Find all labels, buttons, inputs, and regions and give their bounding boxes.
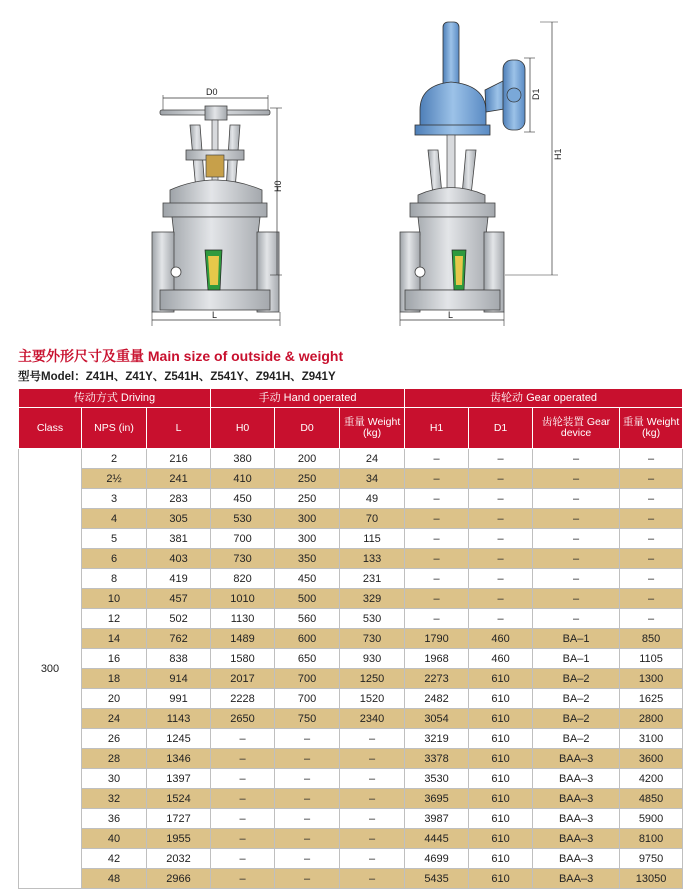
table-cell: –	[405, 469, 469, 489]
table-cell: BAA–3	[533, 809, 620, 829]
table-cell: BA–1	[533, 629, 620, 649]
table-cell: –	[469, 549, 533, 569]
table-cell: 610	[469, 749, 533, 769]
table-cell: –	[469, 609, 533, 629]
table-cell: –	[533, 469, 620, 489]
table-cell: 502	[147, 609, 211, 629]
table-row	[19, 449, 683, 469]
table-cell: 450	[211, 489, 275, 509]
table-cell: 914	[147, 669, 211, 689]
valve-drawings	[0, 0, 700, 340]
table-cell: 560	[275, 609, 340, 629]
table-cell: 610	[469, 689, 533, 709]
h1-header: H1	[405, 408, 469, 449]
table-cell: –	[469, 589, 533, 609]
table-cell: –	[275, 769, 340, 789]
table-cell: BA–2	[533, 689, 620, 709]
table-cell: 5	[82, 529, 147, 549]
table-cell: –	[340, 789, 405, 809]
table-cell: 820	[211, 569, 275, 589]
table-cell: 610	[469, 849, 533, 869]
gear-device-header: 齿轮装置 Gear device	[533, 408, 620, 449]
section-title: 主要外形尺寸及重量 Main size of outside & weight	[18, 348, 344, 364]
table-cell: 70	[340, 509, 405, 529]
table-cell: –	[340, 829, 405, 849]
table-cell: –	[211, 849, 275, 869]
table-cell: 991	[147, 689, 211, 709]
table-cell: 380	[211, 449, 275, 469]
driving-header: 传动方式 Driving	[19, 389, 211, 408]
table-cell: 20	[82, 689, 147, 709]
table-cell: 930	[340, 649, 405, 669]
table-cell: 500	[275, 589, 340, 609]
table-cell: 610	[469, 829, 533, 849]
table-cell: –	[211, 729, 275, 749]
size-weight-table	[18, 388, 683, 889]
table-cell: 610	[469, 709, 533, 729]
table-cell: 2	[82, 449, 147, 469]
table-row	[19, 489, 683, 509]
table-cell: –	[275, 809, 340, 829]
table-cell: –	[275, 749, 340, 769]
table-row	[19, 729, 683, 749]
table-cell: 2017	[211, 669, 275, 689]
table-cell: –	[211, 829, 275, 849]
table-cell: –	[405, 609, 469, 629]
table-cell: BAA–3	[533, 769, 620, 789]
table-cell: 1580	[211, 649, 275, 669]
table-cell: 6	[82, 549, 147, 569]
table-cell: 28	[82, 749, 147, 769]
table-row	[19, 769, 683, 789]
table-cell: –	[620, 589, 683, 609]
table-cell: –	[469, 449, 533, 469]
table-cell: BA–2	[533, 729, 620, 749]
table-cell: 133	[340, 549, 405, 569]
table-cell: 2273	[405, 669, 469, 689]
table-cell: BA–2	[533, 669, 620, 689]
table-cell: 300	[275, 509, 340, 529]
table-cell: 300	[275, 529, 340, 549]
table-cell: 1105	[620, 649, 683, 669]
table-cell: 4445	[405, 829, 469, 849]
table-cell: –	[469, 489, 533, 509]
table-row	[19, 809, 683, 829]
table-cell: 1346	[147, 749, 211, 769]
table-cell: 115	[340, 529, 405, 549]
table-cell: 4200	[620, 769, 683, 789]
table-cell: 1489	[211, 629, 275, 649]
table-cell: –	[469, 469, 533, 489]
table-cell: –	[620, 529, 683, 549]
table-cell: 30	[82, 769, 147, 789]
model-line: 型号Model：Z41H、Z41Y、Z541H、Z541Y、Z941H、Z941Y	[18, 371, 336, 383]
table-row	[19, 829, 683, 849]
table-row	[19, 749, 683, 769]
table-cell: 24	[340, 449, 405, 469]
weight-gear-header: 重量 Weight (kg)	[620, 408, 683, 449]
table-cell: 450	[275, 569, 340, 589]
table-cell: –	[533, 589, 620, 609]
table-cell: 3	[82, 489, 147, 509]
table-cell: 1397	[147, 769, 211, 789]
table-row	[19, 629, 683, 649]
table-cell: 1250	[340, 669, 405, 689]
hand-operated-valve-drawing	[152, 87, 283, 326]
class-cell: 300	[19, 449, 82, 889]
table-cell: 381	[147, 529, 211, 549]
table-cell: 730	[340, 629, 405, 649]
table-cell: 9750	[620, 849, 683, 869]
table-cell: 329	[340, 589, 405, 609]
table-cell: BA–1	[533, 649, 620, 669]
d0-header: D0	[275, 408, 340, 449]
table-cell: –	[620, 569, 683, 589]
table-cell: 2800	[620, 709, 683, 729]
table-row	[19, 509, 683, 529]
table-cell: 3695	[405, 789, 469, 809]
table-cell: –	[469, 569, 533, 589]
table-cell: 1625	[620, 689, 683, 709]
table-cell: –	[405, 529, 469, 549]
table-cell: 5435	[405, 869, 469, 889]
table-cell: 48	[82, 869, 147, 889]
table-cell: –	[469, 509, 533, 529]
table-cell: 5900	[620, 809, 683, 829]
table-cell: 3987	[405, 809, 469, 829]
nps-header: NPS (in)	[82, 408, 147, 449]
table-cell: 3100	[620, 729, 683, 749]
table-cell: 40	[82, 829, 147, 849]
table-cell: –	[340, 869, 405, 889]
table-cell: 34	[340, 469, 405, 489]
table-cell: 1968	[405, 649, 469, 669]
table-row	[19, 849, 683, 869]
table-cell: 700	[275, 669, 340, 689]
table-cell: BAA–3	[533, 869, 620, 889]
table-cell: 2½	[82, 469, 147, 489]
table-cell: 216	[147, 449, 211, 469]
table-cell: 750	[275, 709, 340, 729]
table-cell: BAA–3	[533, 829, 620, 849]
table-cell: –	[405, 509, 469, 529]
table-row	[19, 569, 683, 589]
table-cell: –	[533, 489, 620, 509]
table-cell: 8100	[620, 829, 683, 849]
table-cell: 2032	[147, 849, 211, 869]
table-cell: –	[533, 549, 620, 569]
table-cell: 1300	[620, 669, 683, 689]
table-cell: BAA–3	[533, 789, 620, 809]
h0-header: H0	[211, 408, 275, 449]
table-cell: –	[620, 489, 683, 509]
table-cell: 16	[82, 649, 147, 669]
table-cell: BAA–3	[533, 749, 620, 769]
table-cell: 4	[82, 509, 147, 529]
table-cell: –	[405, 589, 469, 609]
table-cell: 283	[147, 489, 211, 509]
table-cell: 8	[82, 569, 147, 589]
table-cell: 1245	[147, 729, 211, 749]
table-cell: 3530	[405, 769, 469, 789]
table-cell: 350	[275, 549, 340, 569]
table-body	[19, 449, 683, 889]
table-row	[19, 609, 683, 629]
table-cell: 600	[275, 629, 340, 649]
table-cell: 305	[147, 509, 211, 529]
table-cell: 24	[82, 709, 147, 729]
gear-operated-header: 齿轮动 Gear operated	[405, 389, 683, 408]
d1-label: D1	[531, 88, 541, 100]
table-cell: 1010	[211, 589, 275, 609]
table-cell: 730	[211, 549, 275, 569]
table-cell: –	[211, 809, 275, 829]
table-cell: 1790	[405, 629, 469, 649]
table-cell: 231	[340, 569, 405, 589]
table-cell: 4699	[405, 849, 469, 869]
table-cell: –	[275, 789, 340, 809]
table-cell: 250	[275, 489, 340, 509]
table-cell: 2482	[405, 689, 469, 709]
table-cell: 3600	[620, 749, 683, 769]
l-label-left: L	[212, 310, 218, 320]
table-cell: 460	[469, 649, 533, 669]
table-cell: 14	[82, 629, 147, 649]
table-cell: 42	[82, 849, 147, 869]
table-cell: 200	[275, 449, 340, 469]
table-cell: 610	[469, 729, 533, 749]
table-row	[19, 709, 683, 729]
table-cell: 3219	[405, 729, 469, 749]
table-cell: 838	[147, 649, 211, 669]
table-cell: –	[405, 569, 469, 589]
d1-header: D1	[469, 408, 533, 449]
table-cell: 610	[469, 769, 533, 789]
table-row	[19, 469, 683, 489]
table-cell: –	[533, 529, 620, 549]
weight-hand-header: 重量 Weight (kg)	[340, 408, 405, 449]
table-row	[19, 689, 683, 709]
table-cell: BAA–3	[533, 849, 620, 869]
table-cell: 610	[469, 869, 533, 889]
table-cell: 2650	[211, 709, 275, 729]
table-cell: 1520	[340, 689, 405, 709]
table-cell: 2340	[340, 709, 405, 729]
table-cell: 12	[82, 609, 147, 629]
table-cell: –	[340, 769, 405, 789]
class-header: Class	[19, 408, 82, 449]
table-cell: –	[405, 449, 469, 469]
table-cell: 13050	[620, 869, 683, 889]
table-cell: –	[533, 509, 620, 529]
table-cell: 610	[469, 809, 533, 829]
d0-label: D0	[206, 87, 218, 97]
table-cell: –	[533, 609, 620, 629]
table-cell: –	[620, 509, 683, 529]
table-row	[19, 869, 683, 889]
table-cell: 3378	[405, 749, 469, 769]
table-cell: –	[211, 769, 275, 789]
table-cell: 250	[275, 469, 340, 489]
table-cell: 1524	[147, 789, 211, 809]
gear-operated-valve-drawing	[400, 22, 563, 326]
table-cell: 1727	[147, 809, 211, 829]
table-cell: 530	[340, 609, 405, 629]
table-cell: –	[620, 609, 683, 629]
table-cell: 36	[82, 809, 147, 829]
table-cell: –	[275, 729, 340, 749]
table-cell: –	[533, 569, 620, 589]
table-cell: 530	[211, 509, 275, 529]
table-row	[19, 529, 683, 549]
table-cell: –	[275, 849, 340, 869]
table-cell: –	[533, 449, 620, 469]
l-label-right: L	[448, 310, 454, 320]
table-cell: 3054	[405, 709, 469, 729]
table-cell: 2228	[211, 689, 275, 709]
table-cell: 762	[147, 629, 211, 649]
table-cell: –	[275, 829, 340, 849]
l-header: L	[147, 408, 211, 449]
table-cell: –	[405, 489, 469, 509]
table-cell: –	[620, 549, 683, 569]
hand-operated-header: 手动 Hand operated	[211, 389, 405, 408]
table-cell: 4850	[620, 789, 683, 809]
table-row	[19, 549, 683, 569]
table-cell: 2966	[147, 869, 211, 889]
table-row	[19, 789, 683, 809]
table-cell: –	[340, 809, 405, 829]
table-cell: –	[340, 749, 405, 769]
table-cell: 610	[469, 669, 533, 689]
table-cell: –	[275, 869, 340, 889]
table-cell: –	[211, 789, 275, 809]
table-cell: 1955	[147, 829, 211, 849]
table-cell: 850	[620, 629, 683, 649]
table-cell: –	[405, 549, 469, 569]
h0-label: H0	[273, 180, 283, 192]
table-cell: 650	[275, 649, 340, 669]
table-cell: –	[211, 749, 275, 769]
table-cell: 700	[211, 529, 275, 549]
table-row	[19, 649, 683, 669]
table-cell: 32	[82, 789, 147, 809]
table-cell: –	[340, 729, 405, 749]
h1-label: H1	[553, 148, 563, 160]
table-row	[19, 589, 683, 609]
table-cell: BA–2	[533, 709, 620, 729]
table-cell: 403	[147, 549, 211, 569]
table-cell: –	[340, 849, 405, 869]
table-cell: –	[211, 869, 275, 889]
table-cell: 700	[275, 689, 340, 709]
table-row	[19, 669, 683, 689]
table-cell: 49	[340, 489, 405, 509]
table-cell: 1143	[147, 709, 211, 729]
table-cell: 457	[147, 589, 211, 609]
table-cell: –	[620, 449, 683, 469]
table-cell: –	[469, 529, 533, 549]
table-cell: 419	[147, 569, 211, 589]
table-cell: 460	[469, 629, 533, 649]
table-cell: 610	[469, 789, 533, 809]
table-cell: 10	[82, 589, 147, 609]
table-cell: 18	[82, 669, 147, 689]
table-cell: –	[620, 469, 683, 489]
table-cell: 1130	[211, 609, 275, 629]
table-cell: 410	[211, 469, 275, 489]
table-cell: 241	[147, 469, 211, 489]
table-cell: 26	[82, 729, 147, 749]
